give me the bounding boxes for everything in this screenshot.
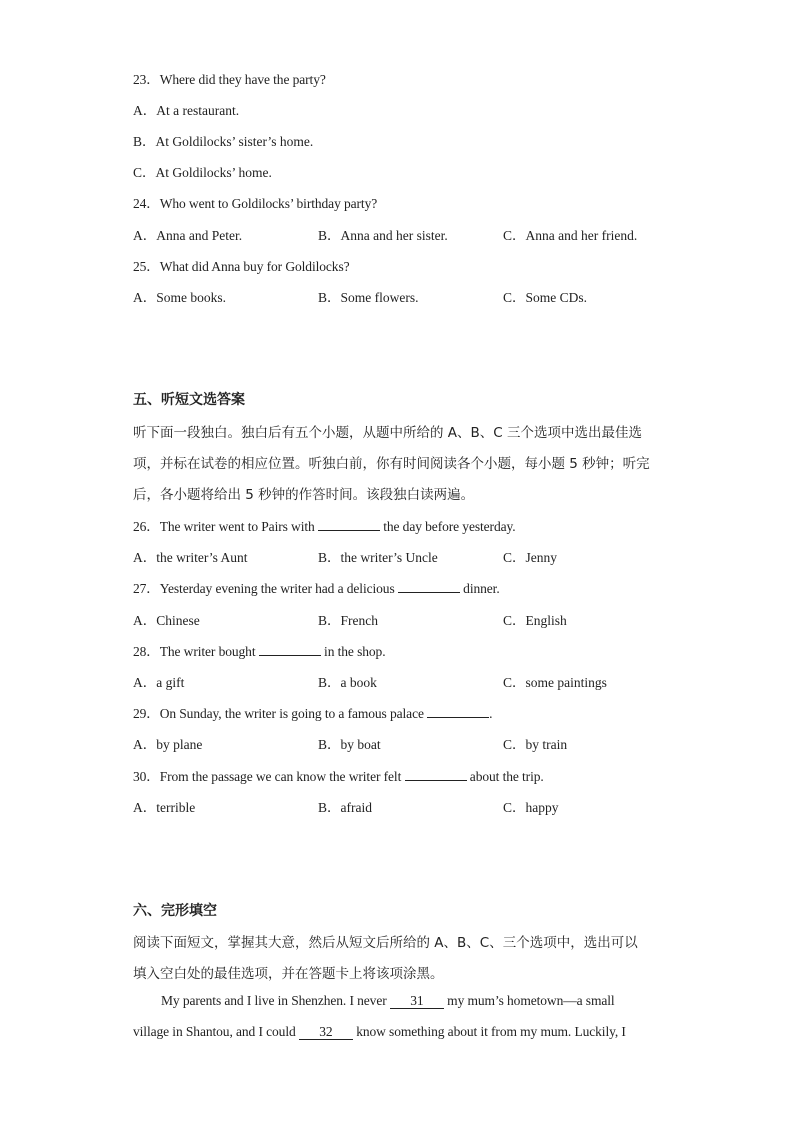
q23-option-c: C．At Goldilocks’ home. xyxy=(133,165,272,180)
q28-option-a: A．a gift xyxy=(133,675,185,690)
q26-option-b: B．the writer’s Uncle xyxy=(318,550,438,565)
question-23: 23．Where did they have the party? xyxy=(133,72,326,87)
section-5-instruction-3: 后，各小题将给出 5 秒钟的作答时间。该段独白读两遍。 xyxy=(133,487,475,503)
q28-option-b: B．a book xyxy=(318,675,377,690)
answer-blank xyxy=(398,580,460,593)
cloze-blank-32: 32 xyxy=(299,1025,353,1040)
q23-option-b: B．At Goldilocks’ sister’s home. xyxy=(133,134,314,149)
q25-option-b: B．Some flowers. xyxy=(318,290,419,305)
q27-option-c: C．English xyxy=(503,613,567,628)
q30-option-c: C．happy xyxy=(503,800,559,815)
q28-option-c: C．some paintings xyxy=(503,675,607,690)
section-6-instruction-2: 填入空白处的最佳选项，并在答题卡上将该项涂黑。 xyxy=(133,966,444,982)
passage-line-1: My parents and I live in Shenzhen. I never 31 my mum’s hometown—a small xyxy=(161,993,615,1008)
q23-option-a: A．At a restaurant. xyxy=(133,103,240,118)
q29-option-a: A．by plane xyxy=(133,737,203,752)
question-30: 30．From the passage we can know the writer felt about the trip. xyxy=(133,769,544,784)
section-6-instruction-1: 阅读下面短文，掌握其大意，然后从短文后所给的 A、B、C、三个选项中，选出可以 xyxy=(133,935,638,951)
q25-option-c: C．Some CDs. xyxy=(503,290,588,305)
section-6-heading: 六、完形填空 xyxy=(133,903,217,919)
q24-option-b: B．Anna and her sister. xyxy=(318,228,448,243)
answer-blank xyxy=(318,518,380,531)
q29-option-c: C．by train xyxy=(503,737,568,752)
question-28: 28．The writer bought in the shop. xyxy=(133,644,386,659)
question-26: 26．The writer went to Pairs with the day before yesterday. xyxy=(133,519,516,534)
section-5-instruction-1: 听下面一段独白。独白后有五个小题，从题中所给的 A、B、C 三个选项中选出最佳选 xyxy=(133,425,643,441)
q27-option-b: B．French xyxy=(318,613,378,628)
q30-option-a: A．terrible xyxy=(133,800,196,815)
answer-blank xyxy=(259,643,321,656)
question-29: 29．On Sunday, the writer is going to a famous palace . xyxy=(133,706,493,721)
q26-option-a: A．the writer’s Aunt xyxy=(133,550,248,565)
q25-option-a: A．Some books. xyxy=(133,290,227,305)
answer-blank xyxy=(427,705,489,718)
q30-option-b: B．afraid xyxy=(318,800,372,815)
q27-option-a: A．Chinese xyxy=(133,613,200,628)
q24-option-c: C．Anna and her friend. xyxy=(503,228,638,243)
section-5-instruction-2: 项，并标在试卷的相应位置。听独白前，你有时间阅读各个小题，每小题 5 秒钟；听完 xyxy=(133,456,650,472)
question-24: 24．Who went to Goldilocks’ birthday party? xyxy=(133,196,378,211)
question-25: 25．What did Anna buy for Goldilocks? xyxy=(133,259,350,274)
cloze-blank-31: 31 xyxy=(390,994,444,1009)
section-5-heading: 五、听短文选答案 xyxy=(133,392,245,408)
q26-option-c: C．Jenny xyxy=(503,550,557,565)
question-27: 27．Yesterday evening the writer had a delicious dinner. xyxy=(133,581,500,596)
passage-line-2: village in Shantou, and I could 32 know something about it from my mum. Luckily, I xyxy=(133,1024,626,1039)
q24-option-a: A．Anna and Peter. xyxy=(133,228,243,243)
answer-blank xyxy=(405,768,467,781)
q29-option-b: B．by boat xyxy=(318,737,381,752)
